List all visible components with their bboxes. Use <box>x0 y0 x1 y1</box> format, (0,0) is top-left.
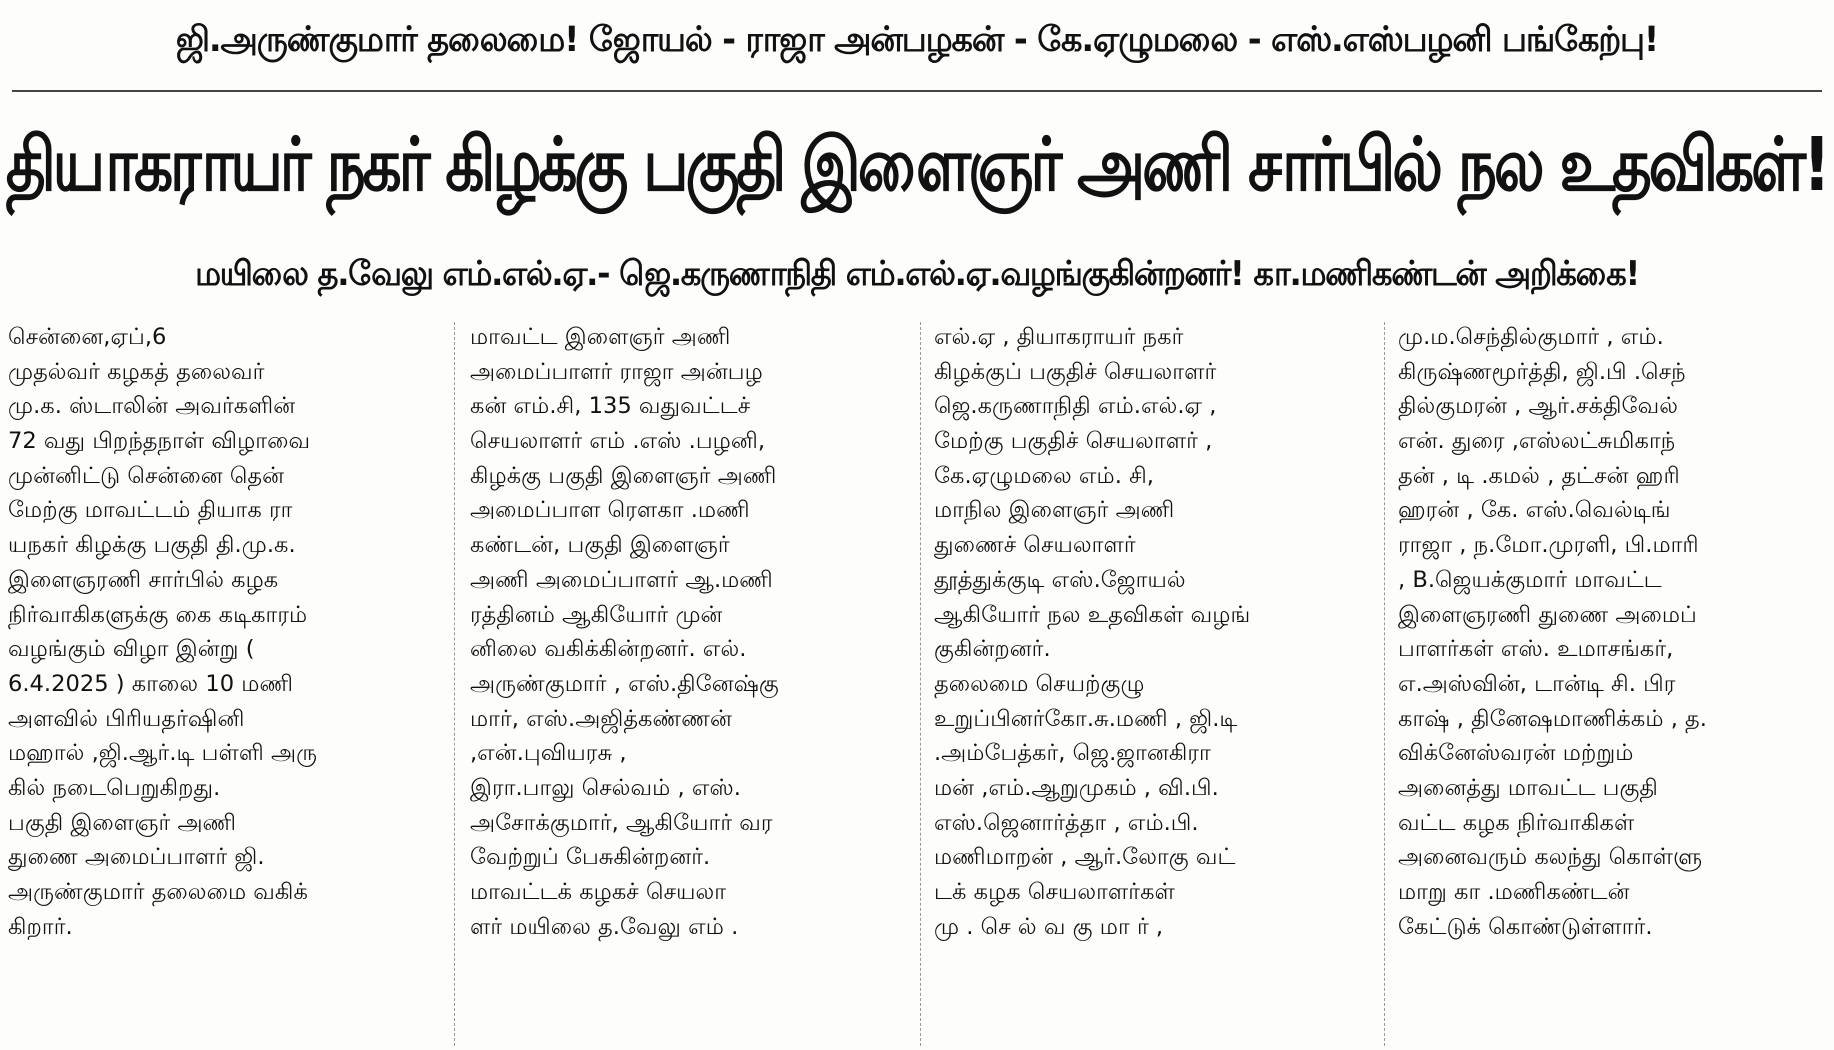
text-line: , B.ஜெயக்குமார் மாவட்ட <box>1398 566 1662 593</box>
text-line: என். துரை ,எஸ்லட்சுமிகாந் <box>1398 428 1676 455</box>
text-line: துணைச் செயலாளர் <box>934 532 1136 559</box>
text-line: 6.4.2025 ) காலை 10 மணி <box>8 670 294 697</box>
text-line: தில்குமரன் , ஆர்.சக்திவேல் <box>1398 393 1678 420</box>
text-line: டக் கழக செயலாளர்கள் <box>934 879 1175 905</box>
text-line: ஜெ.கருணாநிதி எம்.எல்.ஏ , <box>934 393 1217 420</box>
text-line: கிருஷ்ணமூர்த்தி, ஜி.பி .செந் <box>1398 358 1686 385</box>
text-line: குகின்றனர். <box>934 636 1051 663</box>
text-line: மு.க. ஸ்டாலின் அவர்களின் <box>8 393 296 420</box>
text-line: மஹால் ,ஜி.ஆர்.டி பள்ளி அரு <box>8 740 318 767</box>
text-line: மாநில இளைஞர் அணி <box>934 497 1175 524</box>
article-column-2 <box>470 320 906 944</box>
text-line: எல்.ஏ , தியாகராயர் நகர் <box>934 324 1184 350</box>
text-line: அமைப்பாளர் ராஜா அன்பழ <box>470 358 763 385</box>
text-line: வட்ட கழக நிர்வாகிகள் <box>1398 809 1635 836</box>
text-line: வழங்கும் விழா இன்று ( <box>8 636 255 663</box>
text-line: காஷ் , தினேஷமாணிக்கம் , த. <box>1398 705 1707 732</box>
text-line: நிர்வாகிகளுக்கு கை கடிகாரம் <box>8 601 308 628</box>
text-line: மாறு கா .மணிகண்டன் <box>1398 879 1630 905</box>
text-line: மேற்கு பகுதிச் செயலாளர் , <box>934 428 1213 455</box>
text-line: மாவட்ட இளைஞர் அணி <box>470 324 731 350</box>
text-line: மாவட்டக் கழகச் செயலா <box>470 879 727 905</box>
text-line: அனைத்து மாவட்ட பகுதி <box>1398 774 1658 801</box>
text-line: அளவில் பிரியதர்ஷினி <box>8 705 245 732</box>
text-line: துணை அமைப்பாளர் ஜி. <box>8 844 265 871</box>
text-line: அசோக்குமார், ஆகியோர் வர <box>470 809 773 836</box>
kicker-line: ஜி.அருண்குமார் தலைமை! ஜோயல் - ராஜா அன்பழகன் - கே.ஏழுமலை - எஸ்.எஸ்பழனி பங்கேற்பு! <box>175 20 1659 60</box>
text-line: கே.ஏழுமலை எம். சி, <box>934 462 1154 489</box>
text-line: அனைவரும் கலந்து கொள்ளு <box>1398 844 1703 871</box>
text-line: .அம்பேத்கர், ஜெ.ஜானகிரா <box>934 740 1211 767</box>
text-line: கேட்டுக் கொண்டுள்ளார். <box>1398 913 1653 940</box>
text-line: ளர் மயிலை த.வேலு எம் . <box>470 913 739 940</box>
text-line: இரா.பாலு செல்வம் , எஸ். <box>470 774 741 801</box>
text-line: கன் எம்.சி, 135 வதுவட்டச் <box>470 393 751 420</box>
text-line: வேற்றுப் பேசுகின்றனர். <box>470 844 711 871</box>
text-line: மேற்கு மாவட்டம் தியாக ரா <box>8 497 293 524</box>
text-line: அருண்குமார் தலைமை வகிக் <box>8 879 308 905</box>
article-column-3 <box>934 320 1366 944</box>
text-line: அணி அமைப்பாளர் ஆ.மணி <box>470 566 773 593</box>
text-line: தலைமை செயற்குழு <box>934 670 1145 697</box>
header-divider <box>12 90 1822 92</box>
text-line: மன் ,எம்.ஆறுமுகம் , வி.பி. <box>934 774 1219 801</box>
subheadline: மயிலை த.வேலு எம்.எல்.ஏ.- ஜெ.கருணாநிதி எம்.எல்.ஏ.வழங்குகின்றனர்! கா.மணிகண்டன் அறிக்கை! <box>195 254 1639 294</box>
text-line: மு . செ ல் வ கு மா ர் , <box>934 913 1164 940</box>
text-line: அமைப்பாள ரெளகா .மணி <box>470 497 750 524</box>
text-line: கிழக்குப் பகுதிச் செயலாளர் <box>934 358 1217 385</box>
text-line: மு.ம.செந்தில்குமார் , எம். <box>1398 324 1664 350</box>
text-line: மணிமாறன் , ஆர்.லோகு வட் <box>934 844 1236 871</box>
article-column-4 <box>1398 320 1824 944</box>
article-column-1 <box>8 320 440 944</box>
text-line: பகுதி இளைஞர் அணி <box>8 809 237 836</box>
text-line: மார், எஸ்.அஜித்கண்ணன் <box>470 705 732 732</box>
text-line: இளைஞரணி துணை அமைப் <box>1398 601 1697 628</box>
column-divider <box>920 322 921 1046</box>
text-line: செயலாளர் எம் .எஸ் .பழனி, <box>470 428 766 455</box>
text-line: கில் நடைபெறுகிறது. <box>8 774 221 801</box>
text-line: விக்னேஸ்வரன் மற்றும் <box>1398 740 1634 767</box>
text-line: பாளர்கள் எஸ். உமாசங்கர், <box>1398 636 1674 663</box>
text-line: யநகர் கிழக்கு பகுதி தி.மு.க. <box>8 532 296 559</box>
text-line: ,என்.புவியரசு , <box>470 740 627 767</box>
text-line: உறுப்பினர்கோ.சு.மணி , ஜி.டி <box>934 705 1238 732</box>
text-line: கிறார். <box>8 913 73 940</box>
text-line: ஹரன் , கே. எஸ்.வெல்டிங் <box>1398 497 1671 524</box>
text-line: னிலை வகிக்கின்றனர். எல். <box>470 636 747 663</box>
text-line: சென்னை,ஏப்,6 <box>8 324 167 350</box>
text-line: 72 வது பிறந்தநாள் விழாவை <box>8 428 311 455</box>
text-line: ஆகியோர் நல உதவிகள் வழங் <box>934 601 1251 628</box>
headline: தியாகராயர் நகர் கிழக்கு பகுதி இளைஞர் அணி சார்பில் நல உதவிகள்! <box>6 122 1828 208</box>
text-line: ராஜா , ந.மோ.முரளி, பி.மாரி <box>1398 532 1699 559</box>
text-line: தன் , டி .கமல் , தட்சன் ஹரி <box>1398 462 1680 489</box>
column-divider <box>454 322 455 1046</box>
text-line: முன்னிட்டு சென்னை தென் <box>8 462 285 489</box>
text-line: கிழக்கு பகுதி இளைஞர் அணி <box>470 462 777 489</box>
text-line: ரத்தினம் ஆகியோர் முன் <box>470 601 723 628</box>
text-line: கண்டன், பகுதி இளைஞர் <box>470 532 730 559</box>
text-line: தூத்துக்குடி எஸ்.ஜோயல் <box>934 566 1186 593</box>
text-line: இளைஞரணி சார்பில் கழக <box>8 566 279 593</box>
column-divider <box>1384 322 1385 1046</box>
text-line: அருண்குமார் , எஸ்.தினேஷ்கு <box>470 670 779 697</box>
text-line: எ.அஸ்வின், டான்டி சி. பிர <box>1398 670 1676 697</box>
text-line: எஸ்.ஜெனார்த்தா , எம்.பி. <box>934 809 1199 836</box>
text-line: முதல்வர் கழகத் தலைவர் <box>8 358 265 385</box>
